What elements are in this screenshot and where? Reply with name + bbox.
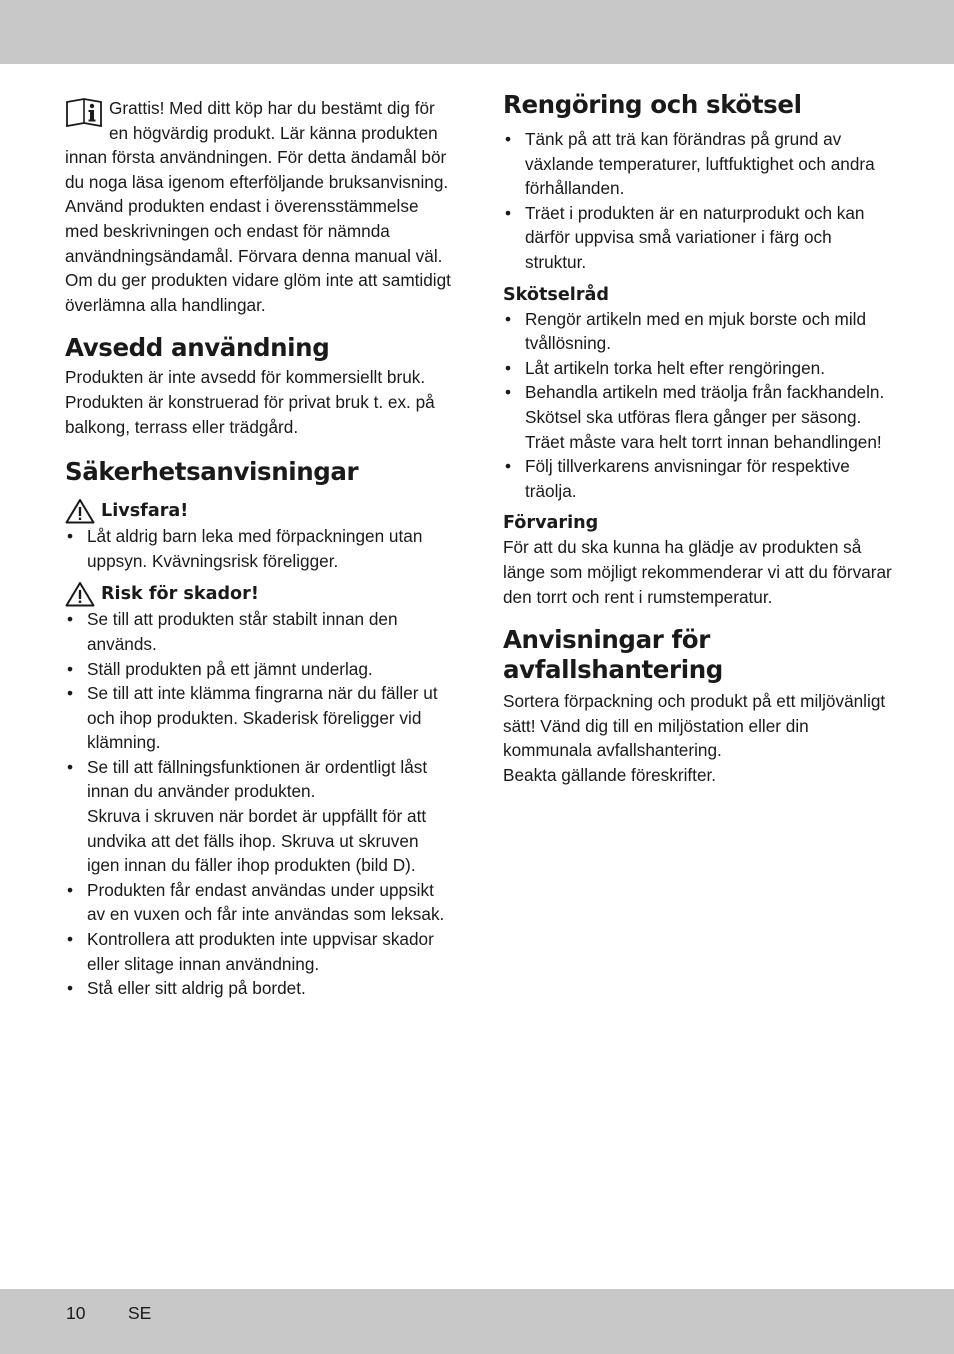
list-item-extra: Skruva i skruven när bordet är uppfällt för att undvika att det fälls ihop. Skruva ut skruven igen innan du fäller ihop produkten (bild D).	[87, 806, 427, 876]
left-column	[65, 96, 455, 1001]
disposal-text: Sortera förpackning och produkt på ett miljövänligt sätt! Vänd dig till en miljöstation eller din kommunala avfallshantering.	[503, 691, 886, 761]
cleaning-heading: Rengöring och skötsel	[503, 90, 802, 119]
danger-heading-row	[65, 498, 455, 524]
list-item: • Låt artikeln torka helt efter rengöringen.	[503, 356, 893, 381]
cleaning-list	[503, 127, 893, 275]
intro-paragraph	[65, 96, 455, 317]
storage-text: För att du ska kunna ha glädje av produkten så länge som möjligt rekommenderar vi att du förvarar den torrt och rent i rumstemperatur.	[503, 537, 892, 607]
info-manual-icon	[65, 98, 103, 128]
disposal-heading: Anvisningar för avfallshantering	[503, 625, 723, 685]
list-item: • Låt aldrig barn leka med förpackningen utan uppsyn. Kvävningsrisk föreligger.	[65, 524, 455, 573]
warning-icon	[65, 581, 95, 607]
list-item: • Kontrollera att produkten inte uppvisar skador eller slitage innan användning.	[65, 927, 455, 976]
list-item: • Tänk på att trä kan förändras på grund av växlande temperaturer, luftfuktighet och andra förhållanden.	[503, 127, 893, 201]
danger-list	[65, 524, 455, 573]
right-column	[503, 90, 893, 787]
list-item: • Produkten får endast användas under uppsikt av en vuxen och får inte användas som leksak.	[65, 878, 455, 927]
list-item: • Stå eller sitt aldrig på bordet.	[65, 976, 455, 1001]
safety-heading: Säkerhetsanvisningar	[65, 457, 359, 487]
list-item	[65, 755, 455, 878]
intended-use-text: Produkten är inte avsedd för kommersiellt bruk. Produkten är konstruerad för privat bruk t. ex. på balkong, terrass eller trädgård.	[65, 367, 435, 437]
list-item: • Se till att produkten står stabilt innan den används.	[65, 607, 455, 656]
list-item: • Följ tillverkarens anvisningar för respektive träolja.	[503, 454, 893, 503]
intended-use-heading: Avsedd användning	[65, 333, 330, 363]
page-number: 10	[66, 1303, 86, 1323]
injury-heading-row	[65, 581, 455, 607]
language-code: SE	[128, 1303, 152, 1323]
storage-heading: Förvaring	[503, 513, 599, 534]
list-item: • Ställ produkten på ett jämnt underlag.	[65, 657, 455, 682]
injury-heading: Risk för skador!	[101, 584, 259, 605]
intro-text: Grattis! Med ditt köp har du bestämt dig för en högvärdig produkt. Lär känna produkten innan första användningen. För detta ändamål bör du noga läsa igenom efterföljande bruksanvisning. Använd produkten endast i överensstämmelse med beskrivningen och endast för nämnda användningsändamål. Förvara denna manual väl. Om du ger produkten vidare glöm inte att samtidigt överlämna alla handlingar.	[65, 98, 451, 315]
list-item: • Behandla artikeln med träolja från fackhandeln. Skötsel ska utföras flera gånger per säsong. Träet måste vara helt torrt innan behandlingen!	[503, 380, 893, 454]
list-item: • Träet i produkten är en naturprodukt och kan därför uppvisa små variationer i färg och struktur.	[503, 201, 893, 275]
warning-icon	[65, 498, 95, 524]
danger-heading: Livsfara!	[101, 501, 189, 522]
disposal-text-2: Beakta gällande föreskrifter.	[503, 764, 717, 785]
care-list	[503, 307, 893, 504]
list-item: • Se till att inte klämma fingrarna när du fäller ut och ihop produkten. Skaderisk föreligger vid klämning.	[65, 681, 455, 755]
list-item: • Rengör artikeln med en mjuk borste och mild tvållösning.	[503, 307, 893, 356]
injury-list	[65, 607, 455, 1001]
list-item-text: Se till att fällningsfunktionen är ordentligt låst innan du använder produkten.	[87, 756, 428, 802]
header-band	[0, 0, 954, 64]
care-heading: Skötselråd	[503, 284, 609, 305]
